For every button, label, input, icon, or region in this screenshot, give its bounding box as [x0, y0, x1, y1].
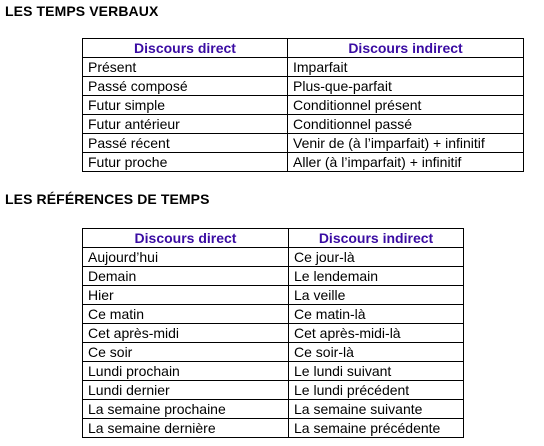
cell-direct: Passé composé: [83, 77, 288, 96]
table-temps-verbaux: [82, 38, 524, 172]
table-row: [83, 362, 464, 381]
cell-indirect: La veille: [289, 286, 464, 305]
table-row: [83, 286, 464, 305]
cell-indirect: La semaine précédente: [289, 419, 464, 438]
table-row: [83, 96, 524, 115]
section-heading-references-de-temps: LES RÉFÉRENCES DE TEMPS: [5, 191, 210, 207]
table-header-row: [83, 229, 464, 248]
cell-direct: Futur simple: [83, 96, 288, 115]
cell-direct: Hier: [83, 286, 289, 305]
cell-indirect: Conditionnel présent: [288, 96, 524, 115]
column-header-direct: Discours direct: [83, 229, 289, 248]
cell-direct: Lundi prochain: [83, 362, 289, 381]
table-row: [83, 248, 464, 267]
cell-indirect: Le lundi précédent: [289, 381, 464, 400]
cell-direct: Ce matin: [83, 305, 289, 324]
column-header-direct: Discours direct: [83, 39, 288, 58]
table-row: [83, 305, 464, 324]
table-references-de-temps: [82, 228, 464, 438]
table-row: [83, 58, 524, 77]
table-header-row: [83, 39, 524, 58]
cell-direct: Passé récent: [83, 134, 288, 153]
cell-indirect: Cet après-midi-là: [289, 324, 464, 343]
cell-indirect: Le lundi suivant: [289, 362, 464, 381]
column-header-indirect: Discours indirect: [289, 229, 464, 248]
table-row: [83, 267, 464, 286]
cell-direct: Cet après-midi: [83, 324, 289, 343]
cell-direct: La semaine prochaine: [83, 400, 289, 419]
cell-indirect: Ce jour-là: [289, 248, 464, 267]
cell-indirect: La semaine suivante: [289, 400, 464, 419]
cell-direct: Présent: [83, 58, 288, 77]
cell-direct: Futur antérieur: [83, 115, 288, 134]
cell-direct: Futur proche: [83, 153, 288, 172]
cell-indirect: Imparfait: [288, 58, 524, 77]
table-row: [83, 419, 464, 438]
table-row: [83, 153, 524, 172]
column-header-indirect: Discours indirect: [288, 39, 524, 58]
table-row: [83, 134, 524, 153]
table-row: [83, 324, 464, 343]
cell-direct: Demain: [83, 267, 289, 286]
cell-indirect: Ce matin-là: [289, 305, 464, 324]
cell-indirect: Plus-que-parfait: [288, 77, 524, 96]
table-row: [83, 381, 464, 400]
table-row: [83, 115, 524, 134]
cell-indirect: Venir de (à l’imparfait) + infinitif: [288, 134, 524, 153]
cell-indirect: Aller (à l’imparfait) + infinitif: [288, 153, 524, 172]
table-row: [83, 400, 464, 419]
cell-indirect: Conditionnel passé: [288, 115, 524, 134]
section-heading-temps-verbaux: LES TEMPS VERBAUX: [5, 3, 159, 19]
cell-direct: Ce soir: [83, 343, 289, 362]
cell-direct: Lundi dernier: [83, 381, 289, 400]
cell-indirect: Le lendemain: [289, 267, 464, 286]
cell-direct: La semaine dernière: [83, 419, 289, 438]
table-row: [83, 77, 524, 96]
cell-indirect: Ce soir-là: [289, 343, 464, 362]
cell-direct: Aujourd’hui: [83, 248, 289, 267]
table-row: [83, 343, 464, 362]
